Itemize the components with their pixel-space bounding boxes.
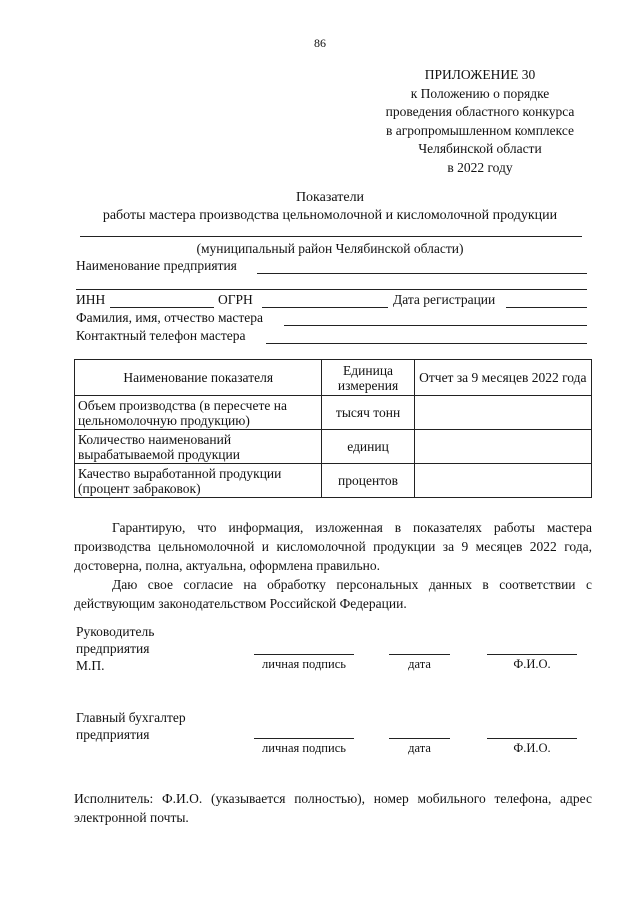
- master-name-label: Фамилия, имя, отчество мастера: [76, 310, 264, 325]
- consent-statement: Даю свое согласие на обработку персональных данных в соответствии с действующим законодательством Российской Федерации.: [74, 577, 592, 611]
- appendix-line: в 2022 году: [447, 159, 513, 175]
- master-phone-label: Контактный телефон мастера: [76, 328, 246, 343]
- stamp-label: М.П.: [76, 658, 105, 673]
- unit-cell: единиц: [322, 430, 414, 464]
- registration-date-field[interactable]: [506, 307, 587, 308]
- accountant-date-caption: дата: [408, 741, 431, 755]
- table-row: [75, 464, 592, 498]
- head-date-caption: дата: [408, 657, 431, 671]
- master-phone-field[interactable]: [266, 343, 587, 344]
- report-cell[interactable]: [414, 430, 591, 464]
- accountant-name-field[interactable]: [487, 738, 577, 739]
- table-row: [75, 430, 592, 464]
- executor-note: Исполнитель: Ф.И.О. (указывается полностью), номер мобильного телефона, адрес электронной почты.: [74, 791, 592, 825]
- indicator-cell: Качество выработанной продукции (процент забраковок): [75, 464, 322, 498]
- header-report: Отчет за 9 месяцев 2022 года: [414, 360, 591, 396]
- indicator-cell: Количество наименований вырабатываемой продукции: [75, 430, 322, 464]
- table-header-row: [75, 360, 592, 396]
- appendix-line: Челябинской области: [418, 141, 542, 156]
- document-title: Показатели: [295, 190, 365, 205]
- report-cell[interactable]: [414, 396, 591, 430]
- master-name-field[interactable]: [284, 325, 587, 326]
- report-cell[interactable]: [414, 464, 591, 498]
- inn-label: ИНН: [76, 292, 106, 307]
- header-unit: Единица измерения: [322, 360, 414, 396]
- head-name-caption: Ф.И.О.: [513, 657, 551, 671]
- head-name-field[interactable]: [487, 654, 577, 655]
- page-number: 86: [314, 36, 326, 50]
- appendix-line: проведения областного конкурса: [385, 104, 575, 119]
- appendix-line: в агропромышленном комплексе: [385, 122, 575, 138]
- appendix-block: [340, 66, 620, 177]
- document-subtitle: работы мастера производства цельномолочной и кисломолочной продукции: [102, 208, 558, 223]
- head-label-line2: предприятия: [76, 641, 150, 656]
- header-indicator: Наименование показателя: [75, 360, 322, 396]
- accountant-name-caption: Ф.И.О.: [513, 741, 551, 755]
- enterprise-name-field[interactable]: [257, 273, 587, 274]
- head-signature-field[interactable]: [254, 654, 354, 655]
- accountant-date-field[interactable]: [389, 738, 450, 739]
- table-row: [75, 396, 592, 430]
- accountant-signature-field[interactable]: [254, 738, 354, 739]
- ogrn-label: ОГРН: [218, 292, 253, 307]
- appendix-title: ПРИЛОЖЕНИЕ 30: [424, 67, 536, 82]
- head-label-line1: Руководитель: [76, 624, 155, 639]
- unit-cell: процентов: [322, 464, 414, 498]
- head-date-field[interactable]: [389, 654, 450, 655]
- indicators-table: [74, 359, 592, 498]
- unit-cell: тысяч тонн: [322, 396, 414, 430]
- municipal-fill-line[interactable]: [80, 236, 582, 237]
- appendix-line: к Положению о порядке: [410, 85, 550, 101]
- ogrn-field[interactable]: [262, 307, 388, 308]
- inn-field[interactable]: [110, 307, 214, 308]
- accountant-label-line1: Главный бухгалтер: [76, 710, 186, 725]
- municipal-caption: (муниципальный район Челябинской области): [196, 241, 464, 256]
- accountant-label-line2: предприятия: [76, 727, 150, 742]
- indicator-cell: Объем производства (в пересчете на цельномолочную продукцию): [75, 396, 322, 430]
- accountant-signature-caption: личная подпись: [262, 741, 346, 755]
- registration-date-label: Дата регистрации: [393, 292, 496, 307]
- guarantee-statement: Гарантирую, что информация, изложенная в показателях работы мастера производства цельномолочной и кисломолочной продукции за 9 месяцев 2022 года, достоверна, полна, актуальна, оформлена правильно.: [74, 520, 592, 573]
- enterprise-name-label: Наименование предприятия: [76, 258, 237, 273]
- head-signature-caption: личная подпись: [262, 657, 346, 671]
- enterprise-name-field-continued[interactable]: [76, 289, 587, 290]
